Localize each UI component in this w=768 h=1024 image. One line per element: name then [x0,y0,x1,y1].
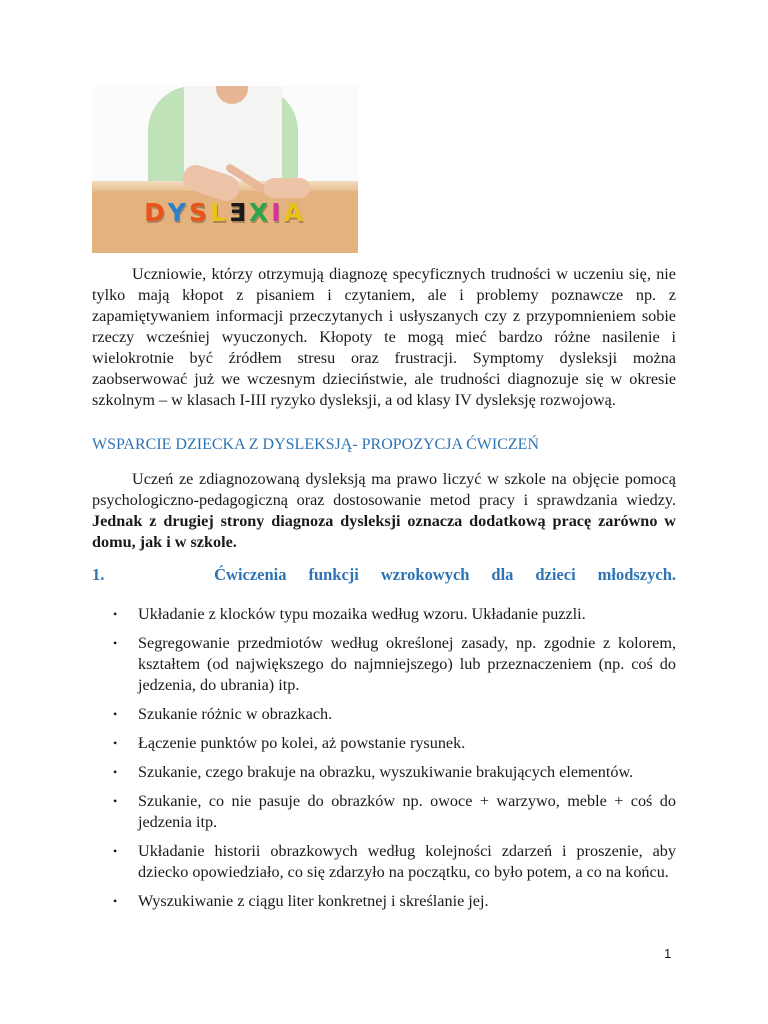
letter-tile: S [188,198,210,227]
page-number: 1 [664,946,672,961]
list-item [92,604,676,625]
support-text: Uczeń ze zdiagnozowaną dysleksją ma prawo liczyć w szkole na objęcie pomocą psychologiczno-pedagogiczną oraz dostosowanie metod pracy i sprawdzania wiedzy. [92,470,676,509]
bullet-icon: • [113,736,118,750]
list-item [92,733,676,754]
list-item-text: Szukanie, co nie pasuje do obrazków np. owoce + warzywo, meble + coś do jedzenia itp. [138,792,676,831]
bullet-icon: • [113,894,118,908]
intro-paragraph: Uczniowie, którzy otrzymują diagnozę specyficznych trudności w uczeniu się, nie tylko mają kłopot z pisaniem i czytaniem, ale i problemy poznawcze np. z zapamiętywaniem informacji przeczytanych i usłyszanych czy z przypomnieniem sobie rzeczy wcześniej wyuczonych. Kłopoty te mogą mieć bardzo różne nasilenie i wielokrotnie być źródłem stresu oraz frustracji. Symptomy dysleksji można zaobserwować już we wczesnym dzieciństwie, ale trudności diagnozuje się w okresie szkolnym – w klasach I-III ryzyko dysleksji, a od klasy IV dysleksję rozwojową. [92,265,676,409]
section-heading: WSPARCIE DZIECKA Z DYSLEKSJĄ- PROPOZYCJA ĆWICZEŃ [92,436,539,453]
photo-hand [264,178,310,198]
subheading-visual-exercises: 1. Ćwiczenia funkcji wzrokowych dla dzieci młodszych. [92,565,676,584]
list-item-text: Szukanie różnic w obrazkach. [138,705,333,723]
bullet-icon: • [113,765,118,779]
list-item-text: Wyszukiwanie z ciągu liter konkretnej i skreślanie jej. [138,892,489,910]
list-item [92,633,676,696]
letter-tile: Ǝ [228,198,249,227]
list-item-text: Szukanie, czego brakuje na obrazku, wyszukiwanie brakujących elementów. [138,763,634,781]
bullet-icon: • [113,844,118,858]
list-item-text: Łączenie punktów po kolei, aż powstanie rysunek. [138,734,466,752]
list-item-text: Układanie z klocków typu mozaika według wzoru. Układanie puzzli. [138,605,586,623]
list-item [92,762,676,783]
letter-tile: I [271,198,284,227]
list-item [92,841,676,883]
list-item-text: Segregowanie przedmiotów według określonej zasady, np. zgodnie z kolorem, kształtem (od największego do najmniejszego) lub przeznaczeniem (np. coś do jedzenia, do ubrania) itp. [138,634,676,694]
dyslexia-photo [92,86,358,253]
dyslexia-letters [100,198,350,228]
list-item-text: Układanie historii obrazkowych według kolejności zdarzeń i proszenie, aby dziecko opowiedziało, co się zdarzyło na początku, co było potem, a co na końcu. [138,842,676,881]
letter-tile: X [248,198,272,227]
bullet-icon: • [113,607,118,621]
exercise-list [92,604,676,920]
letter-tile: D [144,198,168,227]
letter-tile: Y [167,198,189,227]
bullet-icon: • [113,794,118,808]
bullet-icon: • [113,636,118,650]
letter-tile: L [209,198,229,227]
list-item [92,891,676,912]
list-item [92,704,676,725]
support-text-bold: Jednak z drugiej strony diagnoza dysleksji oznacza dodatkową pracę zarówno w domu, jak i w szkole. [92,512,676,551]
bullet-icon: • [113,707,118,721]
letter-tile: A [283,198,306,227]
support-paragraph [92,469,676,553]
list-item [92,791,676,833]
